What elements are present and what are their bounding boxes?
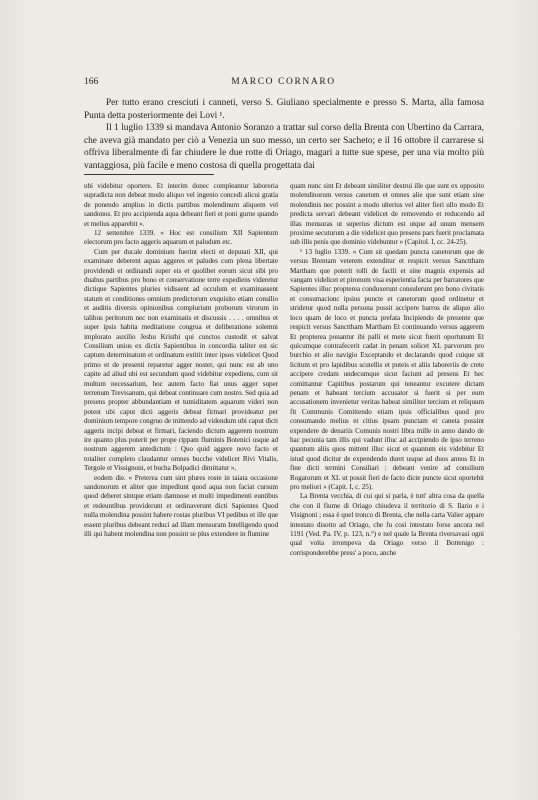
- main-paragraph: Il 1 luglio 1339 si mandava Antonio Soranzo a trattar sul corso della Brenta con Ubertino da Carrara, che aveva già mandato per ciò a Venezia un suo messo, un certo ser Sacheto; e il 16 ottobre il carrarese si offriva liberalmente di far chiudere le due rotte di Oriago, magari a tutte sue spese, per una via molto più vantaggiosa, più facile e meno costosa di quella progettata dai: [84, 123, 484, 171]
- footnote-paragraph: ubi videbitur oportere. Et interim donec compleantur laboreria supradicta non debeat modo aliquo vel ingenio concedi alicui gratia de ponendo amplius in dictis partibus molendinum aliquem vel sandonos. Et pro accipienda aqua debeant fieri et poni gurne quando et melius apparebit ».: [84, 182, 278, 228]
- footnotes-right-column: [290, 182, 484, 558]
- footnote-paragraph: Cum per ducale dominium fuerint electi et deputati XII, qui examinare deberent aquas aggeres et paludes cum plena libertate providendi et ordinandi super eis et quolibet eorum sicut sibi pro duabus partibus pro bono et conservatione terre expediens videretur dictique Sapientes pluries vidissent ad occulum et examinassent statum et conditiones omnium predictorum exquisito etiam consilio et auditis diversis opinionibus complurium proborum virorum in talibus peritorum nec non examinatis et discussis . . . . omnibus et super ipsis habita meditatione congrua et deliberatione solemni implorato auxilio Jeshu Kristhi qui cunctos custodit et salvat Consilium unius ex dictis Sapientibus in concordia taliter est sic captum determinatum et ordinatum extitit inter ipsos videlicet Quod primo et de presenti reparetur agger noster, qui nunc est ab uno capite ad aliud ubi est secundum quod videbitur expediens, cum sit multum necessarium, hoc autem facto fiat unus agger super terrenum Trevisanum, qui debeat continuare cum nostro. Sed quia ad presens propter abbundantiam et tumiditatem aquarum videri non potest ubi caput dicti aggeris debeat firmari provideatur per dominium tempore congruo de mittendo ad videndum ubi caput dicti aggeris incipi debeat et firmari, faciendo dictum aggerem nostrum ire quanto plus poterit per prope rippam fluminis Botenici usque ad nostrum aggerem antedictum : Quo quid aggere novo facto et totaliter completo claudantur omnes bucche videlicet Rivi Vitalis, Tergole et Vissignoni, et bucha Bolpadici dimittatur »,: [84, 247, 278, 473]
- footnote-paragraph: quam nunc sint Et debeant similiter destrui ille que sunt ex opposito molendinorum versus canetum et omnes alie que sunt etiam sine molendinis nec possint a modo ulterius vel aliter fieri ullo modo Et predicta servari debeant videlicet de removendo et reducendo ad illas mensuras ut superius dictum est utque ad unum mensem proxime secuturum a die videlicet quo presens pars fuerit proclamata sub illis penis que dominio videbuntur » (Capitol. I, cc. 24-25).: [290, 182, 484, 247]
- footnote-paragraph: ¹ 13 luglio 1339. « Cum sit quedam puncta canetorum que de versus Brentam veterem extenditur et respicit versus Sancttham Martham que poterit tolli de facili et sine magnis expensis ad vangam videlicet et pironum visa esperientia facta per barratores que Sapientes illuc propterea conduxerunt consulerunt pro bono civitatis et consumacionc ipsius puncte et canetorum quod ordinetur et stridetur quod nulla persona possit accipere barros de aliquo alio loco quam de loco et puncta prefata Incipiendo de presente que respicit versus Sancttham Martham Et continuando versus aggerem Et propterea ponantur ibi palli et mete sicut fuerit oportunum Et quicumque contrafecerit cadat in penam solicet XL parvorum pro burchio et alio navigio Exceptando et declarando quod cuique sit licitum et pro lapidibus scutellis et puteis et aliis laboreriis de crete accipere credam undecumque sicut faciunt ad presens Et hec comittantur Capitibus postarum qui teneantur excutere dictam penam et habeant tercium accusator si fuerit si per eum accusationem invenietur veritas habeat similiter tercium et reliquum fit Communis Comittendo etiam ipsis officialibus quod pro consumando melius et citius ipsam punctam et caneta possint expendere de denariis Comunis nostri libra mille in anno dando de hac pecunia tam illis qui vadunt illuc ad accipiendo de ipso terreno quantum aliis quos mittent illuc sicut et quantum eis videbitur Et istud quod dicitur de expendendo duret usque ad duos annos Et in fine dicti termini Consiliari : debeant venire ad consilium Rogatorum et XL ut possit fieri de facto dicte puncte sicut oportebit pro meliori » (Capit. I, c. 25).: [290, 247, 484, 491]
- running-header: [84, 77, 483, 89]
- footnote-paragraph: 12 settembre 1339. « Hoc est consilium XII Sapientum electorum pro facto aggeris aquarum et paludum etc.: [84, 229, 278, 247]
- footnote-paragraph: eodem die. « Preterea cum sint plures roste in taiata occasione sandonorum et aliter que impediunt quod aqua non faciat cursum quod deberet sintque etiam damnose et multi impedimenti euntibus et redeuntibus providerunt et ordinaverunt dicti Sapientes Quod nulla molendina possint habere rostas pluribus VI pedibus et ille que essent pluribus debeant reduci ad illam mensuram Intelligendo quod illi qui habent molendina non possint se plus extendere in flumine: [84, 473, 278, 539]
- footnote-paragraph: La Brenta vecchia, di cui qui si parla, è tutt' altra cosa da quella che con il fiume di Oriago chiudeva il territorio di S. Ilario e i Visignoni ; essa è quel tronco di Brenta, che nella carta Valier appare intestato disotto ad Oriago, che fu così intestato forse ancora nel 1191 (Ved. Pa. IV, p. 123, n.°) e nel quale la Brenta riversavasi ogni qual volta irrompeva da Oriago verso il Bottenigo : corrisponderebbe press' a poco, anche: [290, 492, 484, 557]
- footnotes-left-column: [84, 182, 278, 539]
- main-paragraph: Per tutto erano cresciuti i canneti, verso S. Giuliano specialmente e presso S. Marta, alla famosa Punta detta posteriormente dei Lovi ¹.: [84, 98, 484, 121]
- page-number: 166: [84, 77, 99, 87]
- running-title: MARCO CORNARO: [231, 77, 336, 87]
- footnote-separator: [84, 174, 214, 175]
- main-text: [84, 97, 484, 173]
